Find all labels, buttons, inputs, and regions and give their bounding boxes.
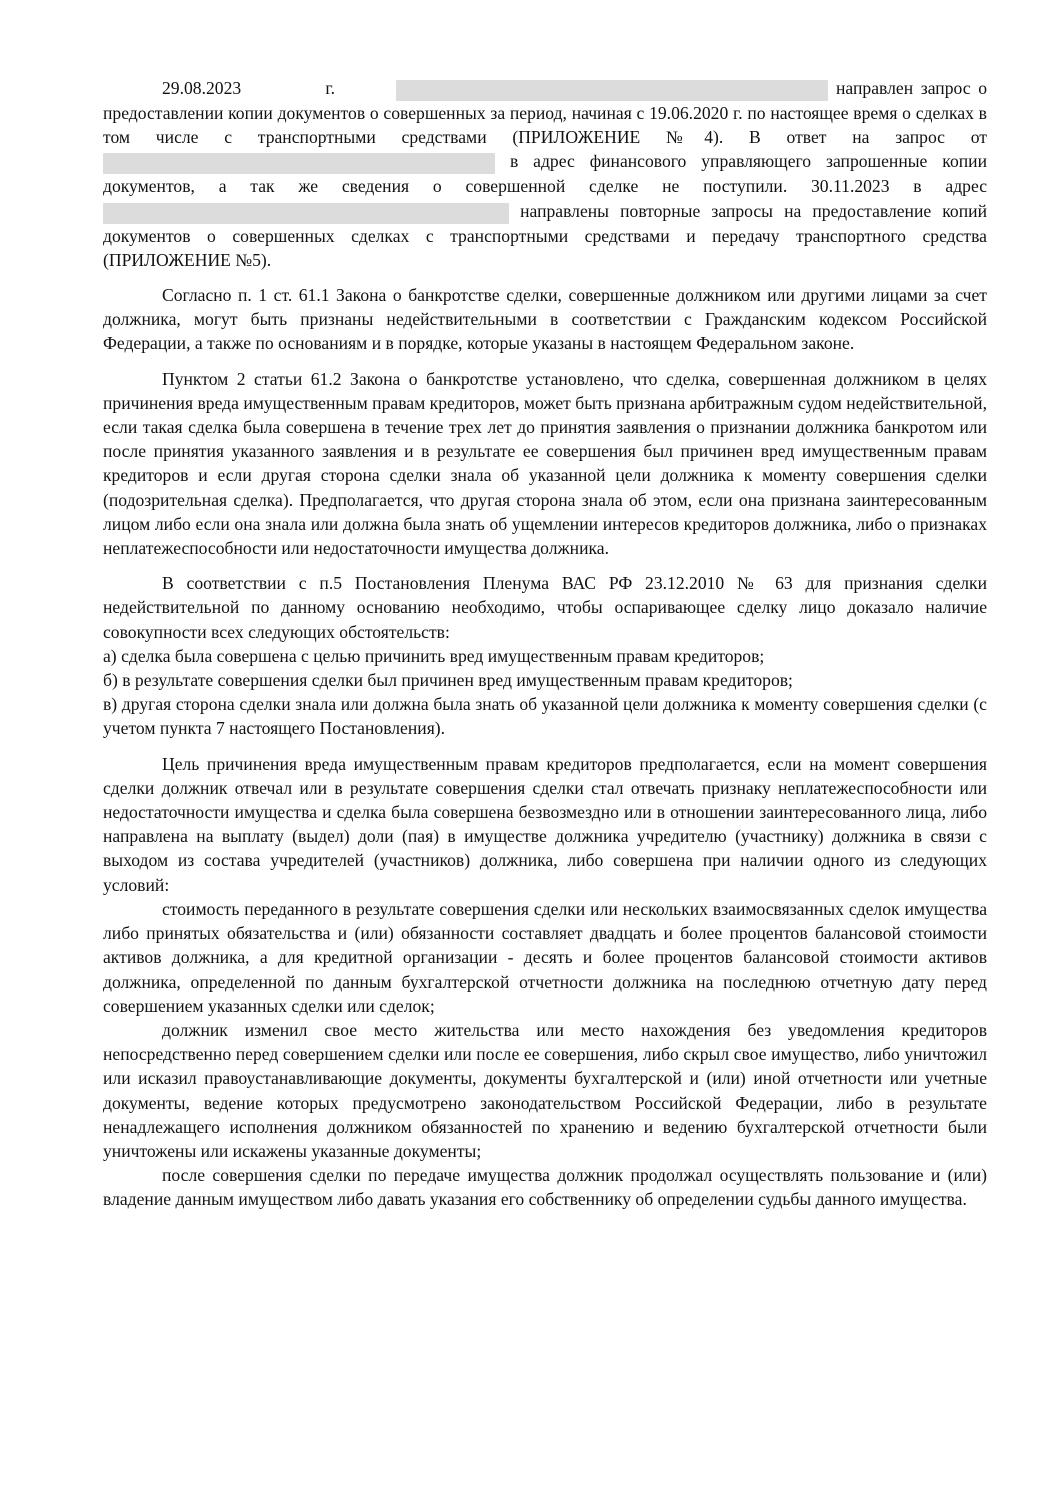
redacted-name — [103, 153, 495, 174]
condition-item: стоимость переданного в результате совершения сделки или нескольких взаимосвязанных сделок имущества либо принятых обязательства и (или) обязанности составляет двадцать и более процентов балансовой стоимости активов должника, а для кредитной организации - десять и более процентов балансовой стоимости активов должника, определенной по данным бухгалтерской отчетности должника на последнюю отчетную дату перед совершением указанных сделки или сделок; — [103, 898, 987, 1016]
paragraph-text: направлены повторные запросы на предоставление копий документов о совершенных сделках с транспортными средствами и передачу транспортного средства (ПРИЛОЖЕНИЕ №5). — [103, 200, 987, 270]
paragraph-article-61-1: Согласно п. 1 ст. 61.1 Закона о банкротстве сделки, совершенные должником или другими лицами за счет должника, могут быть признаны недействительными в соответствии с Гражданским кодексом Российской Федерации, а также по основаниям и в порядке, которые указаны в настоящем Федеральном законе. — [103, 285, 987, 354]
paragraph-text: в адрес финансового управляющего запрошенные копии документов, а так же сведения о совершенной сделке не поступили. 30.11.2023 в адрес — [103, 151, 987, 197]
year-abbrev: г. — [325, 78, 336, 98]
paragraph-plenum-resolution: В соответствии с п.5 Постановления Пленума ВАС РФ 23.12.2010 № 63 для признания сделки недействительной по данному основанию необходимо, чтобы оспаривающее сделку лицо доказало наличие совокупности всех следующих обстоятельств: — [103, 573, 987, 642]
condition-item: после совершения сделки по передаче имущества должник продолжал осуществлять пользование и (или) владение данным имуществом либо давать указания его собственнику об определении судьбы данного имущества. — [103, 1165, 987, 1210]
paragraph-text: направлен запрос о предоставлении копии документов о совершенных за период, начиная с 19.06.2020 г. по настоящее время о сделках в том числе с транспортными средствами (ПРИЛОЖЕНИЕ №4). В ответ на запрос от — [103, 78, 988, 148]
list-item-a: а) сделка была совершена с целью причинить вред имущественным правам кредиторов; — [103, 645, 765, 666]
redacted-name — [396, 80, 828, 101]
request-date: 29.08.2023 — [162, 78, 242, 98]
condition-item: должник изменил свое место жительства или место нахождения без уведомления кредиторов непосредственно перед совершением сделки или после ее совершения, либо скрыл свое имущество, либо уничтожил или исказил правоустанавливающие документы, документы бухгалтерской и (или) иной отчетности или учетные документы, ведение которых предусмотрено законодательством Российской Федерации, либо в результате ненадлежащего исполнения должником обязанностей по хранению и ведению бухгалтерской отчетности были уничтожены или искажены указанные документы; — [103, 1019, 987, 1161]
paragraph-harm-purpose: Цель причинения вреда имущественным правам кредиторов предполагается, если на момент совершения сделки должник отвечал или в результате совершения сделки стал отвечать признаку неплатежеспособности или недостаточности имущества и сделка была совершена безвозмездно или в отношении заинтересованного лица, либо направлена на выплату (выдел) доли (пая) в имуществе должника учредителю (участнику) должника в связи с выходом из состава учредителей (участников) должника, либо совершена при наличии одного из следующих условий: — [103, 753, 987, 895]
paragraph-requests — [103, 76, 987, 272]
list-item-c: в) другая сторона сделки знала или должна была знать об указанной цели должника к моменту совершения сделки (с учетом пункта 7 настоящего Постановления). — [103, 694, 987, 739]
redacted-name — [103, 203, 509, 224]
list-item-b: б) в результате совершения сделки был причинен вред имущественным правам кредиторов; — [103, 670, 793, 691]
document-page — [103, 76, 987, 1212]
paragraph-article-61-2: Пунктом 2 статьи 61.2 Закона о банкротстве установлено, что сделка, совершенная должником в целях причинения вреда имущественным правам кредиторов, может быть признана арбитражным судом недействительной, если такая сделка была совершена в течение трех лет до принятия заявления о признании должника банкротом или после принятия указанного заявления и в результате ее совершения был причинен вред имущественным правам кредиторов и если другая сторона сделки знала об указанной цели должника к моменту совершения сделки (подозрительная сделка). Предполагается, что другая сторона знала об этом, если она признана заинтересованным лицом либо если она знала или должна была знать об ущемлении интересов кредиторов должника, либо о признаках неплатежеспособности или недостаточности имущества должника. — [103, 368, 987, 559]
